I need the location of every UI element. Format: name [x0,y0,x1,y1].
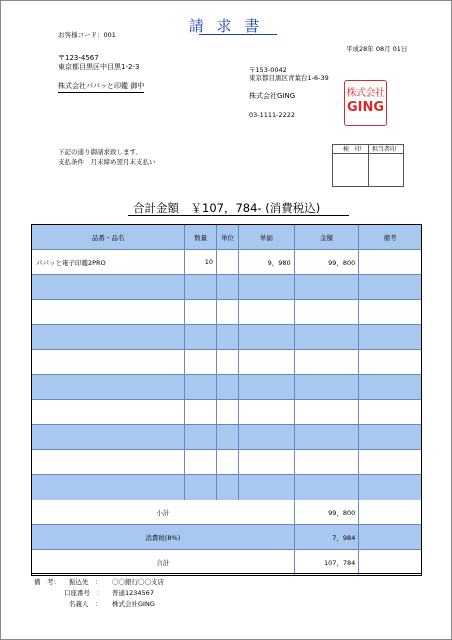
item-notes [359,350,421,374]
seal-line1: 株式会社 [346,88,385,99]
table-row [32,325,421,350]
bank-label: 振込先 ： [69,578,102,586]
header-notes: 備考 [383,233,397,242]
item-qty [185,475,217,500]
item-unit [217,350,239,374]
invoice-title: 請 求 書 [188,17,264,35]
subtotal-value: 99，800 [295,500,360,524]
item-price [239,275,295,299]
title-underline [199,34,277,35]
item-notes [359,375,421,399]
item-qty: 10 [185,250,217,274]
item-unit [217,475,239,500]
item-amount [295,325,360,349]
item-notes [359,425,421,449]
invoice-date: 平成28年 08月 01日 [346,45,408,53]
item-qty [185,275,217,299]
item-unit [217,400,239,424]
holder-label: 名義人 ： [69,600,102,608]
header-item: 品番・品名 [32,225,185,249]
sender-address: 東京都目黒区青葉台1-6-39 [249,74,329,82]
recipient-postal: 〒123-4567 [58,54,99,62]
item-name [32,475,185,500]
account-label: 口座番号 ： [64,589,103,597]
table-row [32,400,421,425]
item-price [239,450,295,474]
item-price [239,350,295,374]
notice-line2: 支払条件 月末締め翌月末支払い [58,158,156,166]
item-unit [217,450,239,474]
item-qty [185,425,217,449]
item-unit [217,325,239,349]
holder-value: 株式会社GING [112,600,155,608]
item-amount [295,425,360,449]
remarks-label: 備 考： [34,578,60,586]
company-seal [344,80,387,126]
grand-total-value: 107，784 [295,550,360,575]
tax-row [32,525,421,550]
table-row [32,475,421,500]
recipient-address: 東京都目黒区中目黒1-2-3 [58,63,140,71]
item-name: パパッと電子印鑑2PRO [32,250,185,274]
bank-value: 〇〇銀行〇〇支店 [112,578,164,586]
subtotal-label: 小計 [32,500,295,524]
item-name [32,375,185,399]
item-name [32,450,185,474]
item-amount [295,275,360,299]
item-unit [217,300,239,324]
item-qty [185,300,217,324]
item-price [239,475,295,500]
table-row [32,425,421,450]
item-qty [185,400,217,424]
grand-total-label: 合計 [32,550,295,575]
sender-postal: 〒153-0042 [249,66,287,74]
item-name [32,425,185,449]
grand-total-row [32,550,421,575]
item-price [239,400,295,424]
remarks-divider [32,573,421,574]
item-amount [295,375,360,399]
header-amount: 金額 [295,225,360,249]
item-name [32,275,185,299]
total-amount: 合計金額 ￥107，784‐ (消費税込) [133,201,321,215]
table-row [32,300,421,325]
item-name [32,400,185,424]
seal-line2: GING [346,100,385,115]
table-row [32,350,421,375]
table-header [32,225,421,250]
item-amount [295,400,360,424]
item-price: 9，980 [239,250,295,274]
table-row [32,275,421,300]
item-qty [185,450,217,474]
item-notes [359,325,421,349]
tax-value: 7，984 [295,525,360,549]
customer-code: お客様コード：001 [58,31,116,39]
item-amount [295,450,360,474]
item-unit [217,425,239,449]
item-amount [295,300,360,324]
item-unit [217,250,239,274]
item-notes [359,475,421,500]
item-notes [359,400,421,424]
header-price: 単価 [239,225,295,249]
account-value: 普通1234567 [112,589,154,597]
item-amount: 99，800 [295,250,360,274]
table-row [32,450,421,475]
item-notes [359,250,421,274]
item-unit [217,275,239,299]
subtotal-row [32,500,421,525]
header-unit: 単位 [217,225,239,249]
table-row [32,250,421,275]
item-name [32,300,185,324]
item-price [239,375,295,399]
item-qty [185,375,217,399]
item-price [239,425,295,449]
stamp-staff-label: 担当者印 [372,146,397,153]
item-amount [295,350,360,374]
item-notes [359,275,421,299]
notice-line1: 下記の通り御請求致します。 [58,148,142,156]
tax-label: 消費税(8%) [32,525,295,549]
item-name [32,325,185,349]
recipient-name: 株式会社パパッと印鑑 御中 [58,81,144,93]
total-underline [128,215,349,216]
stamp-inspection-label: 検 印 [343,146,362,153]
item-price [239,325,295,349]
item-qty [185,325,217,349]
header-qty: 数量 [185,225,217,249]
item-price [239,300,295,324]
item-name [32,350,185,374]
item-notes [359,300,421,324]
item-qty [185,350,217,374]
sender-phone: 03-1111-2222 [249,111,296,119]
stamp-box [332,144,404,187]
item-unit [217,375,239,399]
item-amount [295,475,360,500]
invoice-table [31,224,422,576]
sender-company: 株式会社GING [249,92,296,100]
table-row [32,375,421,400]
item-notes [359,450,421,474]
